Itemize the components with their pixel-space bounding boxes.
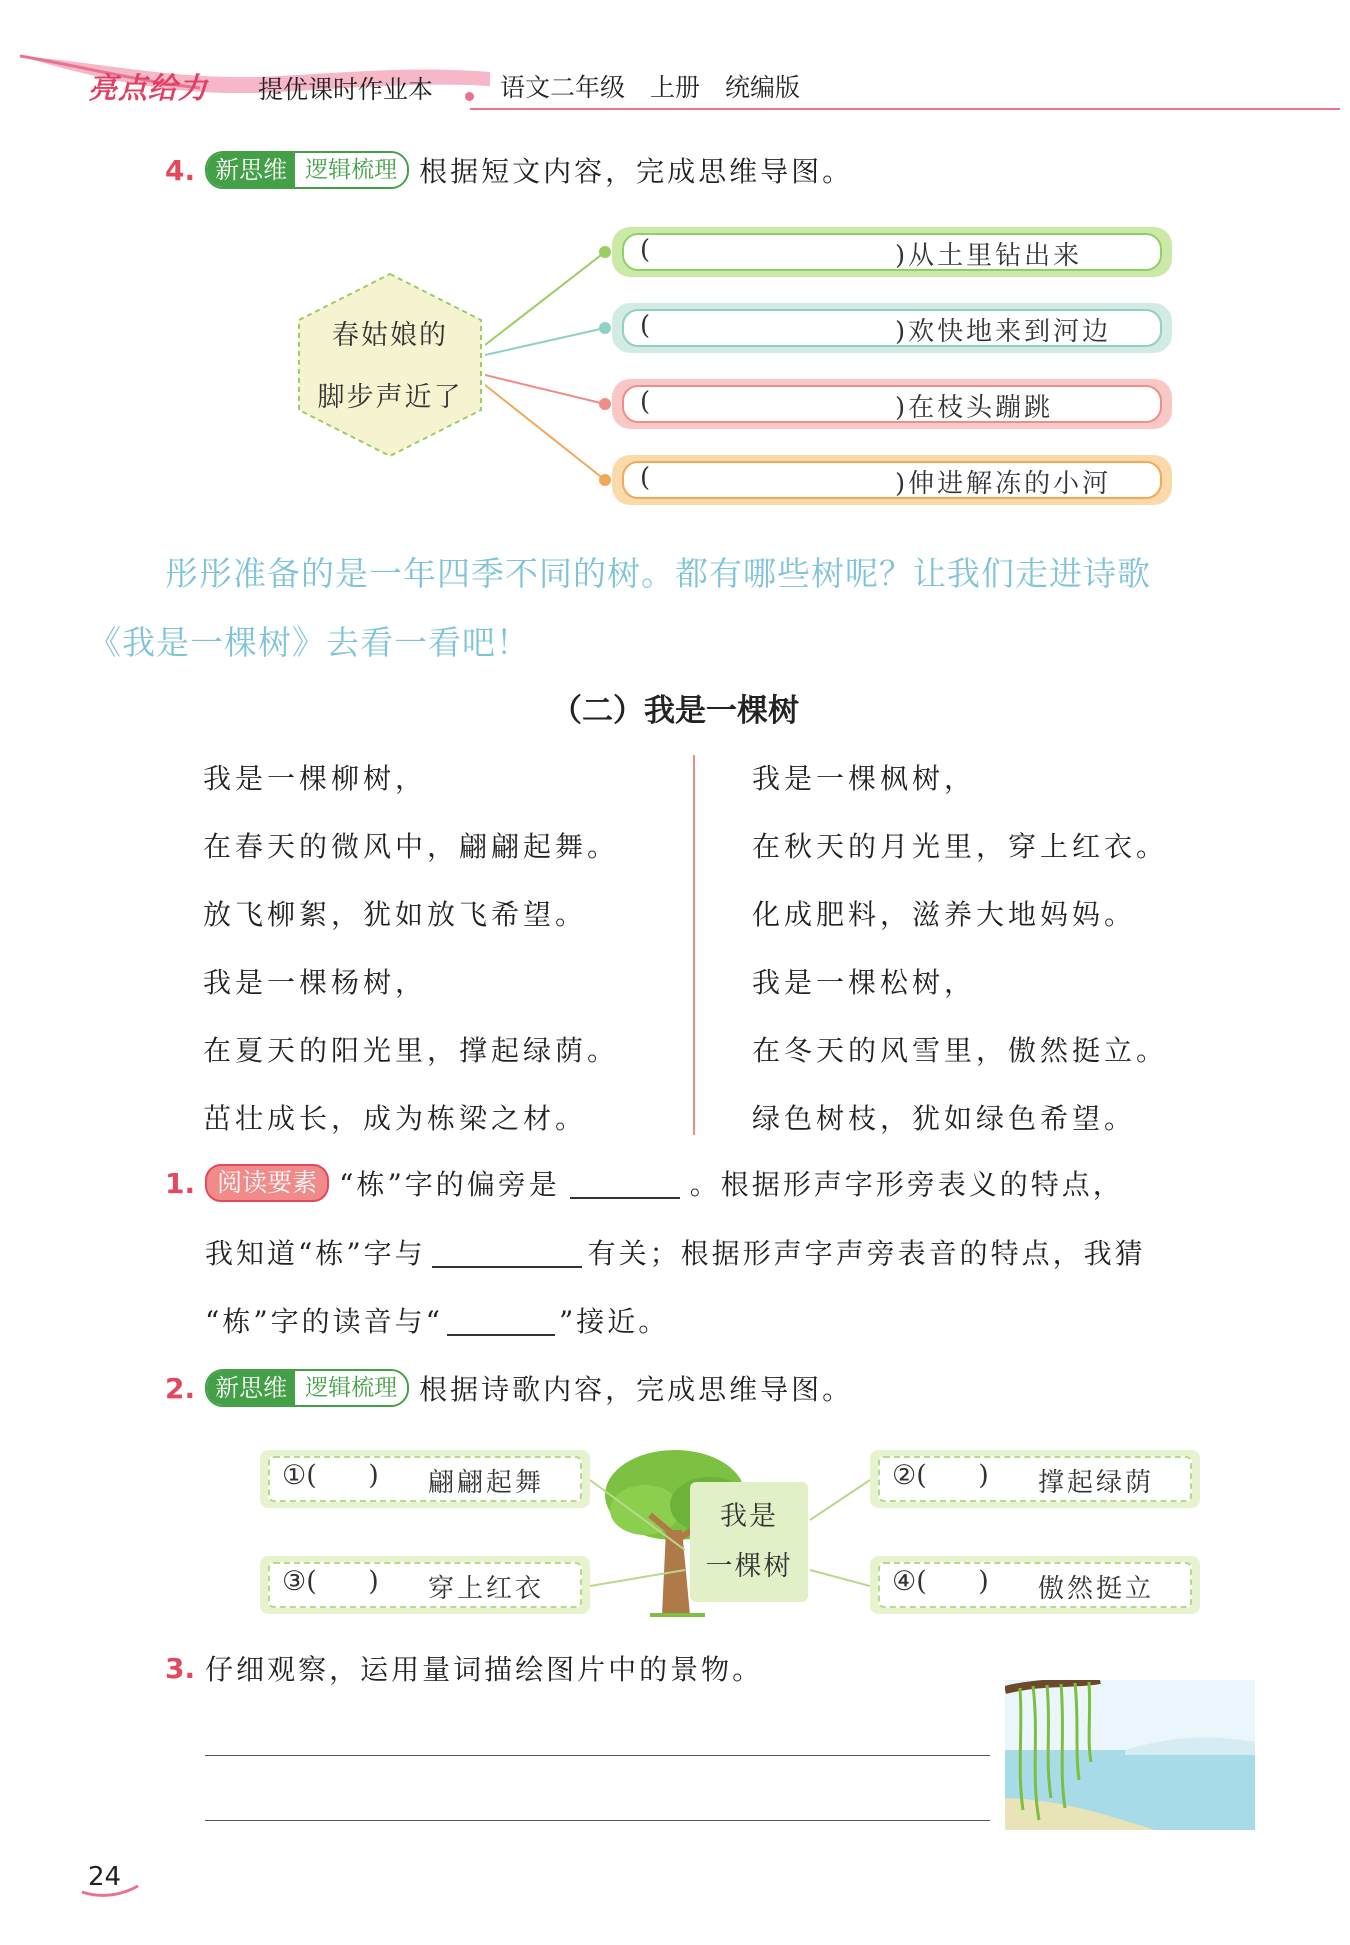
- q1-text-1: “栋”字的偏旁是: [339, 1168, 560, 1201]
- center-line-1: 春姑娘的: [332, 320, 448, 351]
- q4-number: 4.: [165, 153, 196, 187]
- hexagon-text: [300, 305, 480, 429]
- poem-right-line: 绿色树枝，犹如绿色希望。: [752, 1102, 1137, 1135]
- answer-blank-meaning[interactable]: [432, 1236, 582, 1268]
- answer-blank-sound[interactable]: [447, 1304, 555, 1336]
- answer-blank-3[interactable]: (: [640, 387, 651, 417]
- poem-right-line: 在秋天的月光里，穿上红衣。: [752, 830, 1169, 863]
- q4-heading: [165, 150, 853, 190]
- q2-heading: [165, 1368, 853, 1408]
- q1-text-3: 我知道“栋”字与: [205, 1237, 426, 1270]
- poem-title: （二）我是一棵树: [551, 693, 799, 729]
- answer-blank-q2-4[interactable]: ④( ): [892, 1566, 989, 1597]
- box-text-1: 翩翩起舞: [428, 1468, 545, 1498]
- q2-connectors: [590, 1460, 870, 1610]
- answer-blank-q2-3[interactable]: ③( ): [282, 1566, 379, 1597]
- answer-blank-2[interactable]: (: [640, 311, 651, 341]
- branch-text-1: )从土里钻出来: [895, 241, 1083, 271]
- branch-4: [612, 455, 1172, 505]
- q2-number: 2.: [165, 1371, 196, 1405]
- q1-line-3: [205, 1300, 669, 1340]
- box-text-2: 撑起绿荫: [1038, 1468, 1155, 1498]
- poem-left-line: 放飞柳絮，犹如放飞希望。: [203, 898, 588, 931]
- q1-tag: 阅读要素: [205, 1164, 329, 1202]
- center-line-2: 一棵树: [705, 1551, 793, 1582]
- q1-line-1: [165, 1163, 1124, 1203]
- branch-text-4: )伸进解冻的小河: [895, 469, 1112, 499]
- q1-text-2: 。根据形声字形旁表义的特点，: [689, 1168, 1124, 1201]
- tag-main: 新思维: [207, 1371, 295, 1405]
- branch-3: [612, 379, 1172, 429]
- box-text-4: 傲然挺立: [1038, 1574, 1155, 1604]
- intro-line-1: 彤彤准备的是一年四季不同的树。都有哪些树呢？让我们走进诗歌: [165, 554, 1151, 593]
- answer-blank-q2-1[interactable]: ①( ): [282, 1460, 379, 1491]
- poem-left-line: 在春天的微风中，翩翩起舞。: [203, 830, 620, 863]
- q1-line-2: [205, 1232, 1146, 1272]
- poem-left-line: 我是一棵杨树，: [203, 966, 428, 999]
- q1-text-4: 有关；根据形声字声旁表音的特点，我猜: [587, 1237, 1146, 1270]
- branch-1: [612, 227, 1172, 277]
- poem-divider: [693, 755, 695, 1135]
- answer-blank-radical[interactable]: [570, 1167, 680, 1199]
- willow-lake-picture: [1005, 1680, 1255, 1830]
- tag-main: 新思维: [207, 153, 295, 187]
- branch-text-3: )在枝头蹦跳: [895, 393, 1054, 423]
- writing-line-2[interactable]: [205, 1820, 990, 1821]
- center-line-2: 脚步声近了: [317, 382, 463, 413]
- poem-left-line: 在夏天的阳光里，撑起绿荫。: [203, 1034, 620, 1067]
- poem-left-line: 茁壮成长，成为栋梁之材。: [203, 1102, 588, 1135]
- box-text-3: 穿上红衣: [428, 1574, 545, 1604]
- answer-blank-q2-2[interactable]: ②( ): [892, 1460, 989, 1491]
- q1-number: 1.: [165, 1166, 196, 1200]
- poem-right-line: 在冬天的风雪里，傲然挺立。: [752, 1034, 1169, 1067]
- q2-box-2: [870, 1450, 1200, 1508]
- header-rule: [470, 108, 1340, 110]
- tag-sub: 逻辑梳理: [295, 1371, 407, 1405]
- answer-blank-4[interactable]: (: [640, 463, 651, 493]
- answer-blank-1[interactable]: (: [640, 235, 651, 265]
- q1-text-5: “栋”字的读音与“: [205, 1305, 443, 1338]
- q1-text-6: ”接近。: [558, 1305, 670, 1338]
- page-number: 24: [88, 1862, 122, 1892]
- q4-tag: [205, 151, 409, 189]
- poem-left-line: 我是一棵柳树，: [203, 762, 428, 795]
- branch-text-2: )欢快地来到河边: [895, 317, 1112, 347]
- q4-instruction: 根据短文内容，完成思维导图。: [419, 155, 854, 188]
- book-info: 语文二年级 上册 统编版: [500, 73, 801, 102]
- q3-number: 3.: [165, 1651, 196, 1685]
- poem-right-line: 我是一棵松树，: [752, 966, 977, 999]
- center-line-1: 我是: [720, 1501, 778, 1532]
- writing-line-1[interactable]: [205, 1755, 990, 1756]
- poem-right-line: 化成肥料，滋养大地妈妈。: [752, 898, 1137, 931]
- product-name: 提优课时作业本: [258, 75, 434, 104]
- tag-sub: 逻辑梳理: [295, 153, 407, 187]
- q3-instruction: 仔细观察，运用量词描绘图片中的景物。: [205, 1653, 764, 1686]
- q2-box-4: [870, 1556, 1200, 1614]
- header-dot: [465, 92, 474, 101]
- q3-heading: [165, 1648, 763, 1688]
- intro-line-2: 《我是一棵树》去看一看吧！: [88, 623, 530, 662]
- poem-right-line: 我是一棵枫树，: [752, 762, 977, 795]
- q2-tag: [205, 1369, 409, 1407]
- brand-logo: 亮点给力: [88, 71, 209, 105]
- q2-box-1: [260, 1450, 590, 1508]
- q2-instruction: 根据诗歌内容，完成思维导图。: [419, 1373, 854, 1406]
- connector-lines: [485, 240, 615, 500]
- branch-2: [612, 303, 1172, 353]
- q2-box-3: [260, 1556, 590, 1614]
